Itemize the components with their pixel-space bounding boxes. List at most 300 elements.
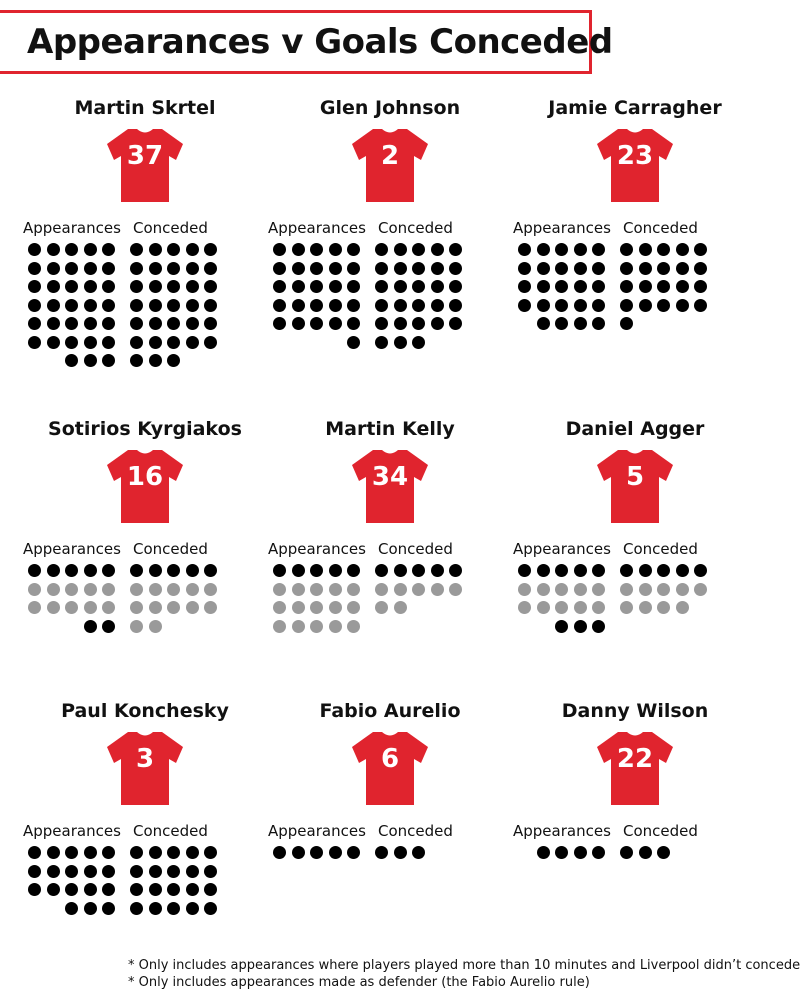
shirt-icon [106,448,184,524]
dot [347,299,360,312]
conceded-dots [375,243,465,383]
dot [167,354,180,367]
appearances-dots [518,564,608,704]
dot [167,902,180,915]
dot [130,583,143,596]
dot [676,243,689,256]
dot [65,583,78,596]
dot [102,336,115,349]
dot [676,564,689,577]
dot [292,299,305,312]
dot [347,846,360,859]
dot [102,262,115,275]
dot [204,883,217,896]
dot [657,299,670,312]
dot [130,620,143,633]
dot [310,601,323,614]
dot [592,317,605,330]
shirt-icon [596,448,674,524]
dot [65,883,78,896]
dot [167,601,180,614]
dot [347,280,360,293]
dot [375,243,388,256]
dot [149,280,162,293]
dot [310,620,323,633]
dot [676,299,689,312]
conceded-dots [375,564,465,704]
dot [639,299,652,312]
dot [186,601,199,614]
dot [592,601,605,614]
dot [329,564,342,577]
dot [431,317,444,330]
dot [347,262,360,275]
dot [84,299,97,312]
dot [186,262,199,275]
dot [639,601,652,614]
dot [574,262,587,275]
dot [310,262,323,275]
dot [273,846,286,859]
dot [412,299,425,312]
appearances-label: Appearances [513,540,611,558]
dot [65,280,78,293]
dot [84,902,97,915]
dot [694,280,707,293]
dot [375,262,388,275]
shirt-number: 16 [126,462,164,492]
dot [449,583,462,596]
dot [574,583,587,596]
dot [329,262,342,275]
dot [412,280,425,293]
player-name: Glen Johnson [319,97,461,119]
player-name: Martin Skrtel [74,97,216,119]
dot [574,280,587,293]
dot [273,299,286,312]
dot [375,564,388,577]
dot [47,583,60,596]
dot [167,564,180,577]
dot [518,243,531,256]
appearances-dots [28,564,118,704]
dot [431,280,444,293]
dot [537,299,550,312]
dot [167,280,180,293]
dot [149,865,162,878]
dot [102,280,115,293]
dot [329,601,342,614]
dot [28,243,41,256]
dot [449,564,462,577]
dot [310,317,323,330]
dot [167,846,180,859]
dot [149,243,162,256]
page-title: Appearances v Goals Conceded [27,22,613,62]
dot [84,846,97,859]
dot [518,280,531,293]
dot [130,902,143,915]
appearances-label: Appearances [23,822,121,840]
dot [149,601,162,614]
dot [620,846,633,859]
dot [167,243,180,256]
dot [167,865,180,878]
dot [47,317,60,330]
dot [518,299,531,312]
dot [149,354,162,367]
dot [28,865,41,878]
dot [555,243,568,256]
dot [394,317,407,330]
dot [347,336,360,349]
dot [28,299,41,312]
dot [292,317,305,330]
dot [28,262,41,275]
appearances-label: Appearances [513,219,611,237]
dot [65,262,78,275]
dot [620,243,633,256]
dot [394,583,407,596]
dot [329,620,342,633]
shirt-icon [596,730,674,806]
dot [329,583,342,596]
shirt-number: 6 [380,744,400,774]
dot [204,299,217,312]
dot [592,620,605,633]
dot [84,336,97,349]
dot [657,243,670,256]
dot [65,902,78,915]
dot [292,601,305,614]
player-name: Martin Kelly [325,418,455,440]
dot [394,601,407,614]
dot [47,883,60,896]
dot [186,317,199,330]
dot [537,262,550,275]
dot [149,583,162,596]
dot [537,243,550,256]
dot [273,262,286,275]
dot [65,564,78,577]
dot [555,601,568,614]
dot [273,583,286,596]
dot [310,583,323,596]
player-name: Danny Wilson [561,700,709,722]
appearances-label: Appearances [268,219,366,237]
dot [537,846,550,859]
dot [84,280,97,293]
dot [186,883,199,896]
dot [555,583,568,596]
dot [657,583,670,596]
dot [555,299,568,312]
dot [130,299,143,312]
conceded-label: Conceded [378,822,453,840]
dot [65,354,78,367]
dot [394,336,407,349]
dot [149,299,162,312]
dot [186,243,199,256]
conceded-dots [130,243,220,383]
appearances-dots [28,846,118,986]
dot [620,280,633,293]
conceded-label: Conceded [623,219,698,237]
appearances-label: Appearances [23,219,121,237]
dot [555,262,568,275]
dot [167,883,180,896]
dot [149,336,162,349]
dot [28,280,41,293]
dot [375,336,388,349]
dot [130,336,143,349]
footnote-2: * Only includes appearances made as defender (the Fabio Aurelio rule) [128,975,590,990]
conceded-dots [130,564,220,704]
dot [620,262,633,275]
dot [431,583,444,596]
dot [292,620,305,633]
appearances-label: Appearances [23,540,121,558]
dot [555,620,568,633]
dot [412,262,425,275]
dot [130,865,143,878]
dot [273,601,286,614]
shirt-number: 37 [126,141,164,171]
dot [676,583,689,596]
dot [555,280,568,293]
dot [555,564,568,577]
dot [47,846,60,859]
dot [394,564,407,577]
dot [47,336,60,349]
dot [574,601,587,614]
dot [292,564,305,577]
player-panel [20,97,270,387]
dot [84,564,97,577]
dot [130,601,143,614]
dot [130,280,143,293]
dot [47,299,60,312]
dot [167,336,180,349]
dot [84,317,97,330]
dot [574,846,587,859]
dot [28,601,41,614]
player-panel [510,97,760,387]
dot [518,564,531,577]
dot [186,336,199,349]
appearances-label: Appearances [268,822,366,840]
shirt-number: 22 [616,744,654,774]
dot [639,846,652,859]
dot [676,262,689,275]
dot [657,280,670,293]
conceded-label: Conceded [378,540,453,558]
dot [375,846,388,859]
player-panel [265,97,515,387]
dot [694,243,707,256]
dot [273,620,286,633]
dot [639,583,652,596]
dot [329,846,342,859]
dot [639,243,652,256]
dot [694,583,707,596]
dot [431,243,444,256]
dot [620,583,633,596]
dot [84,601,97,614]
dot [186,280,199,293]
dot [639,564,652,577]
player-panel [265,418,515,708]
shirt-number: 23 [616,141,654,171]
dot [347,620,360,633]
dot [149,620,162,633]
dot [657,564,670,577]
dot [574,564,587,577]
dot [394,262,407,275]
dot [694,564,707,577]
dot [657,846,670,859]
dot [149,846,162,859]
dot [65,299,78,312]
player-panel [265,700,515,990]
dot [149,883,162,896]
dot [347,601,360,614]
conceded-dots [620,564,710,704]
dot [292,280,305,293]
shirt-number: 5 [625,462,645,492]
conceded-label: Conceded [623,540,698,558]
appearances-dots [273,243,363,383]
dot [65,336,78,349]
shirt-number: 34 [371,462,409,492]
appearances-dots [518,243,608,383]
dot [449,299,462,312]
dot [204,564,217,577]
conceded-dots [620,243,710,383]
dot [84,620,97,633]
dot [102,620,115,633]
dot [412,243,425,256]
dot [47,262,60,275]
dot [102,865,115,878]
dot [292,583,305,596]
dot [102,601,115,614]
dot [130,846,143,859]
dot [102,317,115,330]
dot [84,354,97,367]
dot [394,280,407,293]
dot [537,280,550,293]
dot [102,564,115,577]
title-box [0,10,613,74]
dot [412,317,425,330]
dot [620,601,633,614]
dot [292,262,305,275]
dot [130,883,143,896]
dot [84,243,97,256]
dot [47,243,60,256]
footnotes [128,957,800,991]
dot [394,243,407,256]
dot [555,317,568,330]
player-panel [510,700,760,990]
dot [28,317,41,330]
shirt-icon [596,127,674,203]
dot [186,902,199,915]
dot [347,243,360,256]
dot [329,243,342,256]
conceded-label: Conceded [133,822,208,840]
dot [375,583,388,596]
dot [149,902,162,915]
dot [431,564,444,577]
dot [574,620,587,633]
dot [47,601,60,614]
dot [102,846,115,859]
dot [204,262,217,275]
dot [676,601,689,614]
dot [537,317,550,330]
dot [130,317,143,330]
shirt-number: 2 [380,141,400,171]
dot [130,354,143,367]
dot [310,299,323,312]
conceded-label: Conceded [378,219,453,237]
dot [130,262,143,275]
conceded-label: Conceded [623,822,698,840]
dot [449,317,462,330]
dot [310,243,323,256]
dot [204,865,217,878]
dot [592,280,605,293]
dot [204,601,217,614]
player-name: Paul Konchesky [61,700,229,722]
dot [310,846,323,859]
dot [102,583,115,596]
dot [130,243,143,256]
player-panel [510,418,760,708]
dot [84,583,97,596]
dot [84,883,97,896]
dot [412,583,425,596]
dot [592,846,605,859]
dot [537,583,550,596]
dot [347,317,360,330]
dot [204,902,217,915]
dot [431,299,444,312]
dot [186,299,199,312]
dot [310,280,323,293]
dot [431,262,444,275]
dot [273,317,286,330]
player-name: Fabio Aurelio [319,700,461,722]
dot [574,299,587,312]
dot [292,846,305,859]
dot [130,564,143,577]
dot [394,846,407,859]
shirt-number: 3 [135,744,155,774]
dot [149,564,162,577]
dot [449,262,462,275]
dot [639,262,652,275]
dot [167,583,180,596]
dot [65,601,78,614]
dot [102,243,115,256]
dot [412,846,425,859]
dot [47,280,60,293]
dot [204,583,217,596]
dot [273,564,286,577]
